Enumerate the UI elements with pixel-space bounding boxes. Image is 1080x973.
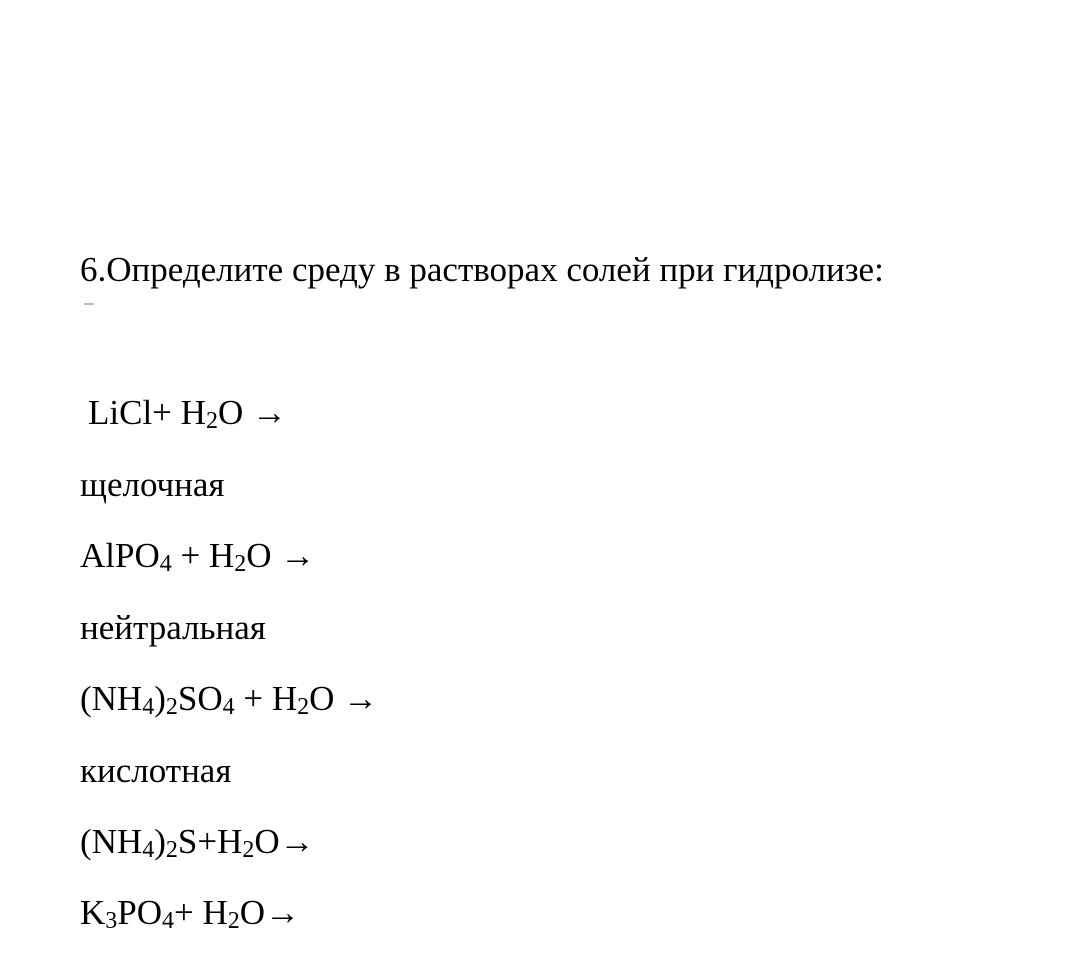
answer-3: кислотная [80,751,232,790]
answer-1: щелочная [80,465,225,504]
equation-2: AlPO$_4$ + $H_2O$ → [80,536,316,577]
scan-mark [84,303,94,305]
equation-1: LiCl+ $H_2O$ → [88,393,287,434]
equation-4: $(NH_4)_2S+H_2O\to$ [80,822,315,863]
answer-2: нейтральная [80,608,266,647]
equation-3: $(NH_4)_2SO_4 + H_2O$ → [80,679,379,720]
equation-5: $K_3PO_4+ H_2O\to$ [80,893,301,934]
task-title: 6.Определите среду в растворах солей при гидролизе: [80,250,884,289]
